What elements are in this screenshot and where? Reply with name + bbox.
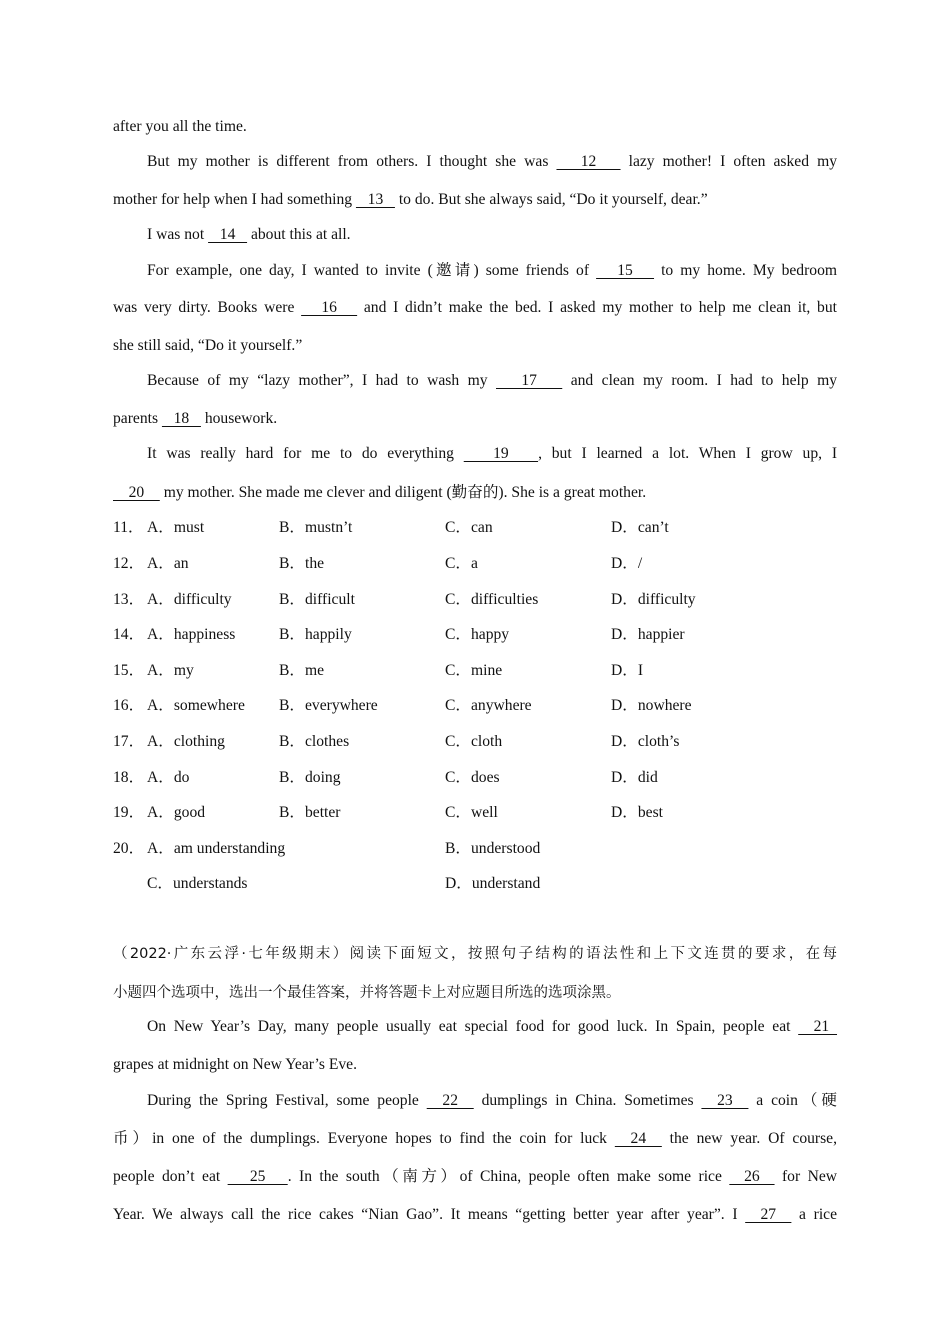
blank-14[interactable]: 14: [208, 226, 248, 243]
blank-12[interactable]: 12: [556, 153, 621, 170]
question-number: 18．: [113, 769, 145, 786]
option-b[interactable]: B．better: [279, 804, 341, 821]
option-c[interactable]: C．mine: [445, 662, 503, 679]
option-row-13: [113, 590, 837, 610]
passage-line: [147, 371, 837, 391]
text: During the Spring Festival, some people: [147, 1092, 419, 1109]
option-b[interactable]: B．difficult: [279, 591, 355, 608]
blank-25[interactable]: 25: [227, 1168, 288, 1185]
option-b[interactable]: B．everywhere: [279, 697, 378, 714]
question-number: 19．: [113, 804, 145, 821]
option-c[interactable]: C．difficulties: [445, 591, 539, 608]
passage-line: [147, 1091, 837, 1111]
text: she still said, “Do it yourself.”: [113, 337, 303, 354]
option-b[interactable]: B．mustn’t: [279, 519, 353, 536]
blank-23[interactable]: 23: [701, 1092, 749, 1109]
option-row-18: [113, 768, 837, 788]
blank-18[interactable]: 18: [161, 410, 201, 427]
instruction-line: [113, 944, 837, 964]
option-b[interactable]: B．me: [279, 662, 325, 679]
text: On New Year’s Day, many people usually eat special food for good luck. In Spain, people eat: [147, 1018, 791, 1035]
text: , but I learned a lot. When I grow up, I: [538, 445, 838, 462]
text: after you all the time.: [113, 118, 247, 135]
option-row-11: [113, 518, 837, 538]
text: But my mother is different from others. I thought she was: [147, 153, 549, 170]
option-d[interactable]: D．nowhere: [611, 697, 692, 714]
blank-16[interactable]: 16: [301, 299, 358, 316]
option-row-17: [113, 732, 837, 752]
option-b[interactable]: B．happily: [279, 626, 352, 643]
option-d[interactable]: D．can’t: [611, 519, 669, 536]
text: a rice: [799, 1206, 837, 1223]
passage-line: [113, 298, 837, 318]
blank-24[interactable]: 24: [614, 1130, 662, 1147]
blank-27[interactable]: 27: [745, 1206, 792, 1223]
instruction-text: 小题四个选项中，选出一个最佳答案，并将答题卡上对应题目所选的选项涂黑。: [113, 985, 621, 1001]
option-a[interactable]: A．must: [147, 519, 205, 536]
text: to do. But she always said, “Do it yourself, dear.”: [398, 191, 708, 208]
option-a[interactable]: A．an: [147, 555, 189, 572]
text: for New: [781, 1168, 838, 1185]
option-c[interactable]: C．happy: [445, 626, 510, 643]
text: to my home. My bedroom: [661, 262, 838, 279]
text: dumplings in China. Sometimes: [481, 1092, 694, 1109]
instruction-text: （2022·广东云浮·七年级期末）阅读下面短文，按照句子结构的语法性和上下文连贯的要求，在每: [113, 946, 837, 962]
option-row-14: [113, 625, 837, 645]
text: grapes at midnight on New Year’s Eve.: [113, 1056, 357, 1073]
passage-line: [113, 409, 837, 429]
option-d[interactable]: D．happier: [611, 626, 685, 643]
question-number: 17．: [113, 733, 145, 750]
option-c[interactable]: C．a: [445, 555, 478, 572]
text: my mother. She made me clever and diligent (勤奋的). She is a great mother.: [163, 484, 647, 501]
blank-17[interactable]: 17: [496, 372, 563, 389]
question-number: 15．: [113, 662, 145, 679]
option-a[interactable]: A．good: [147, 804, 206, 821]
text: Year. We always call the rice cakes “Nian Gao”. It means “getting better year after year”. I: [113, 1206, 738, 1223]
question-number: 13．: [113, 591, 145, 608]
text: I was not: [147, 226, 205, 243]
passage-line: [147, 1017, 837, 1037]
option-a[interactable]: A．clothing: [147, 733, 225, 750]
text: and clean my room. I had to help my: [570, 372, 838, 389]
option-c[interactable]: C．does: [445, 769, 500, 786]
text: and I didn’t make the bed. I asked my mother to help me clean it, but: [363, 299, 837, 316]
option-a[interactable]: A．my: [147, 662, 194, 679]
blank-26[interactable]: 26: [729, 1168, 775, 1185]
passage-line: [113, 190, 837, 210]
option-a[interactable]: A．happiness: [147, 626, 236, 643]
passage-line: [113, 336, 837, 356]
text: was very dirty. Books were: [113, 299, 295, 316]
option-row-20: [113, 839, 837, 859]
passage-line: [147, 152, 837, 172]
passage-line: [113, 117, 837, 137]
text: It was really hard for me to do everything: [147, 445, 454, 462]
passage-line: [113, 1167, 837, 1187]
option-b[interactable]: B．clothes: [279, 733, 350, 750]
option-row-16: [113, 696, 837, 716]
text: For example, one day, I wanted to invite (邀请) some friends of: [147, 262, 590, 279]
option-row-19: [113, 803, 837, 823]
option-d[interactable]: D．did: [611, 769, 658, 786]
text: housework.: [204, 410, 278, 427]
question-number: 11．: [113, 519, 144, 536]
passage-line: [113, 1205, 837, 1225]
passage-line: [147, 444, 837, 464]
text: lazy mother! I often asked my: [628, 153, 837, 170]
question-number: 16．: [113, 697, 145, 714]
option-d[interactable]: D．difficulty: [611, 591, 696, 608]
option-c[interactable]: C．can: [445, 519, 493, 536]
option-c[interactable]: C．understands: [147, 875, 248, 892]
text: people don’t eat: [113, 1168, 221, 1185]
option-b[interactable]: B．the: [279, 555, 325, 572]
blank-20[interactable]: 20: [113, 484, 160, 501]
option-d[interactable]: D．cloth’s: [611, 733, 680, 750]
option-c[interactable]: C．cloth: [445, 733, 503, 750]
text: 币）in one of the dumplings. Everyone hopes to find the coin for luck: [113, 1130, 607, 1147]
option-b[interactable]: B．doing: [279, 769, 341, 786]
passage-line: [147, 261, 837, 281]
option-d[interactable]: D．I: [611, 662, 644, 679]
option-a[interactable]: A．somewhere: [147, 697, 245, 714]
text: about this at all.: [250, 226, 351, 243]
passage-line: [113, 483, 837, 503]
text: . In the south（南方）of China, people often make some rice: [287, 1168, 722, 1185]
blank-21[interactable]: 21: [798, 1018, 838, 1035]
text: the new year. Of course,: [669, 1130, 838, 1147]
text: Because of my “lazy mother”, I had to wash my: [147, 372, 488, 389]
passage-line: [113, 1129, 837, 1149]
question-number: 20．: [113, 840, 145, 857]
option-a[interactable]: A．am understanding: [147, 840, 286, 857]
instruction-line: [113, 983, 837, 1003]
option-d[interactable]: D．best: [611, 804, 663, 821]
option-d[interactable]: D．understand: [445, 875, 541, 892]
passage-line: [113, 1055, 837, 1075]
option-d[interactable]: D．/: [611, 555, 643, 572]
blank-15[interactable]: 15: [596, 262, 655, 279]
option-a[interactable]: A．difficulty: [147, 591, 232, 608]
option-a[interactable]: A．do: [147, 769, 190, 786]
text: mother for help when I had something: [113, 191, 353, 208]
blank-19[interactable]: 19: [463, 445, 539, 462]
passage-line: [147, 225, 871, 245]
text: a coin（硬: [756, 1092, 838, 1109]
option-b[interactable]: B．understood: [445, 840, 541, 857]
question-number: 12．: [113, 555, 145, 572]
question-number: 14．: [113, 626, 145, 643]
option-c[interactable]: C．well: [445, 804, 498, 821]
option-row-20-continued: [113, 874, 837, 894]
blank-13[interactable]: 13: [355, 191, 395, 208]
text: parents: [113, 410, 159, 427]
option-row-15: [113, 661, 837, 681]
option-row-12: [113, 554, 837, 574]
option-c[interactable]: C．anywhere: [445, 697, 532, 714]
blank-22[interactable]: 22: [426, 1092, 474, 1109]
